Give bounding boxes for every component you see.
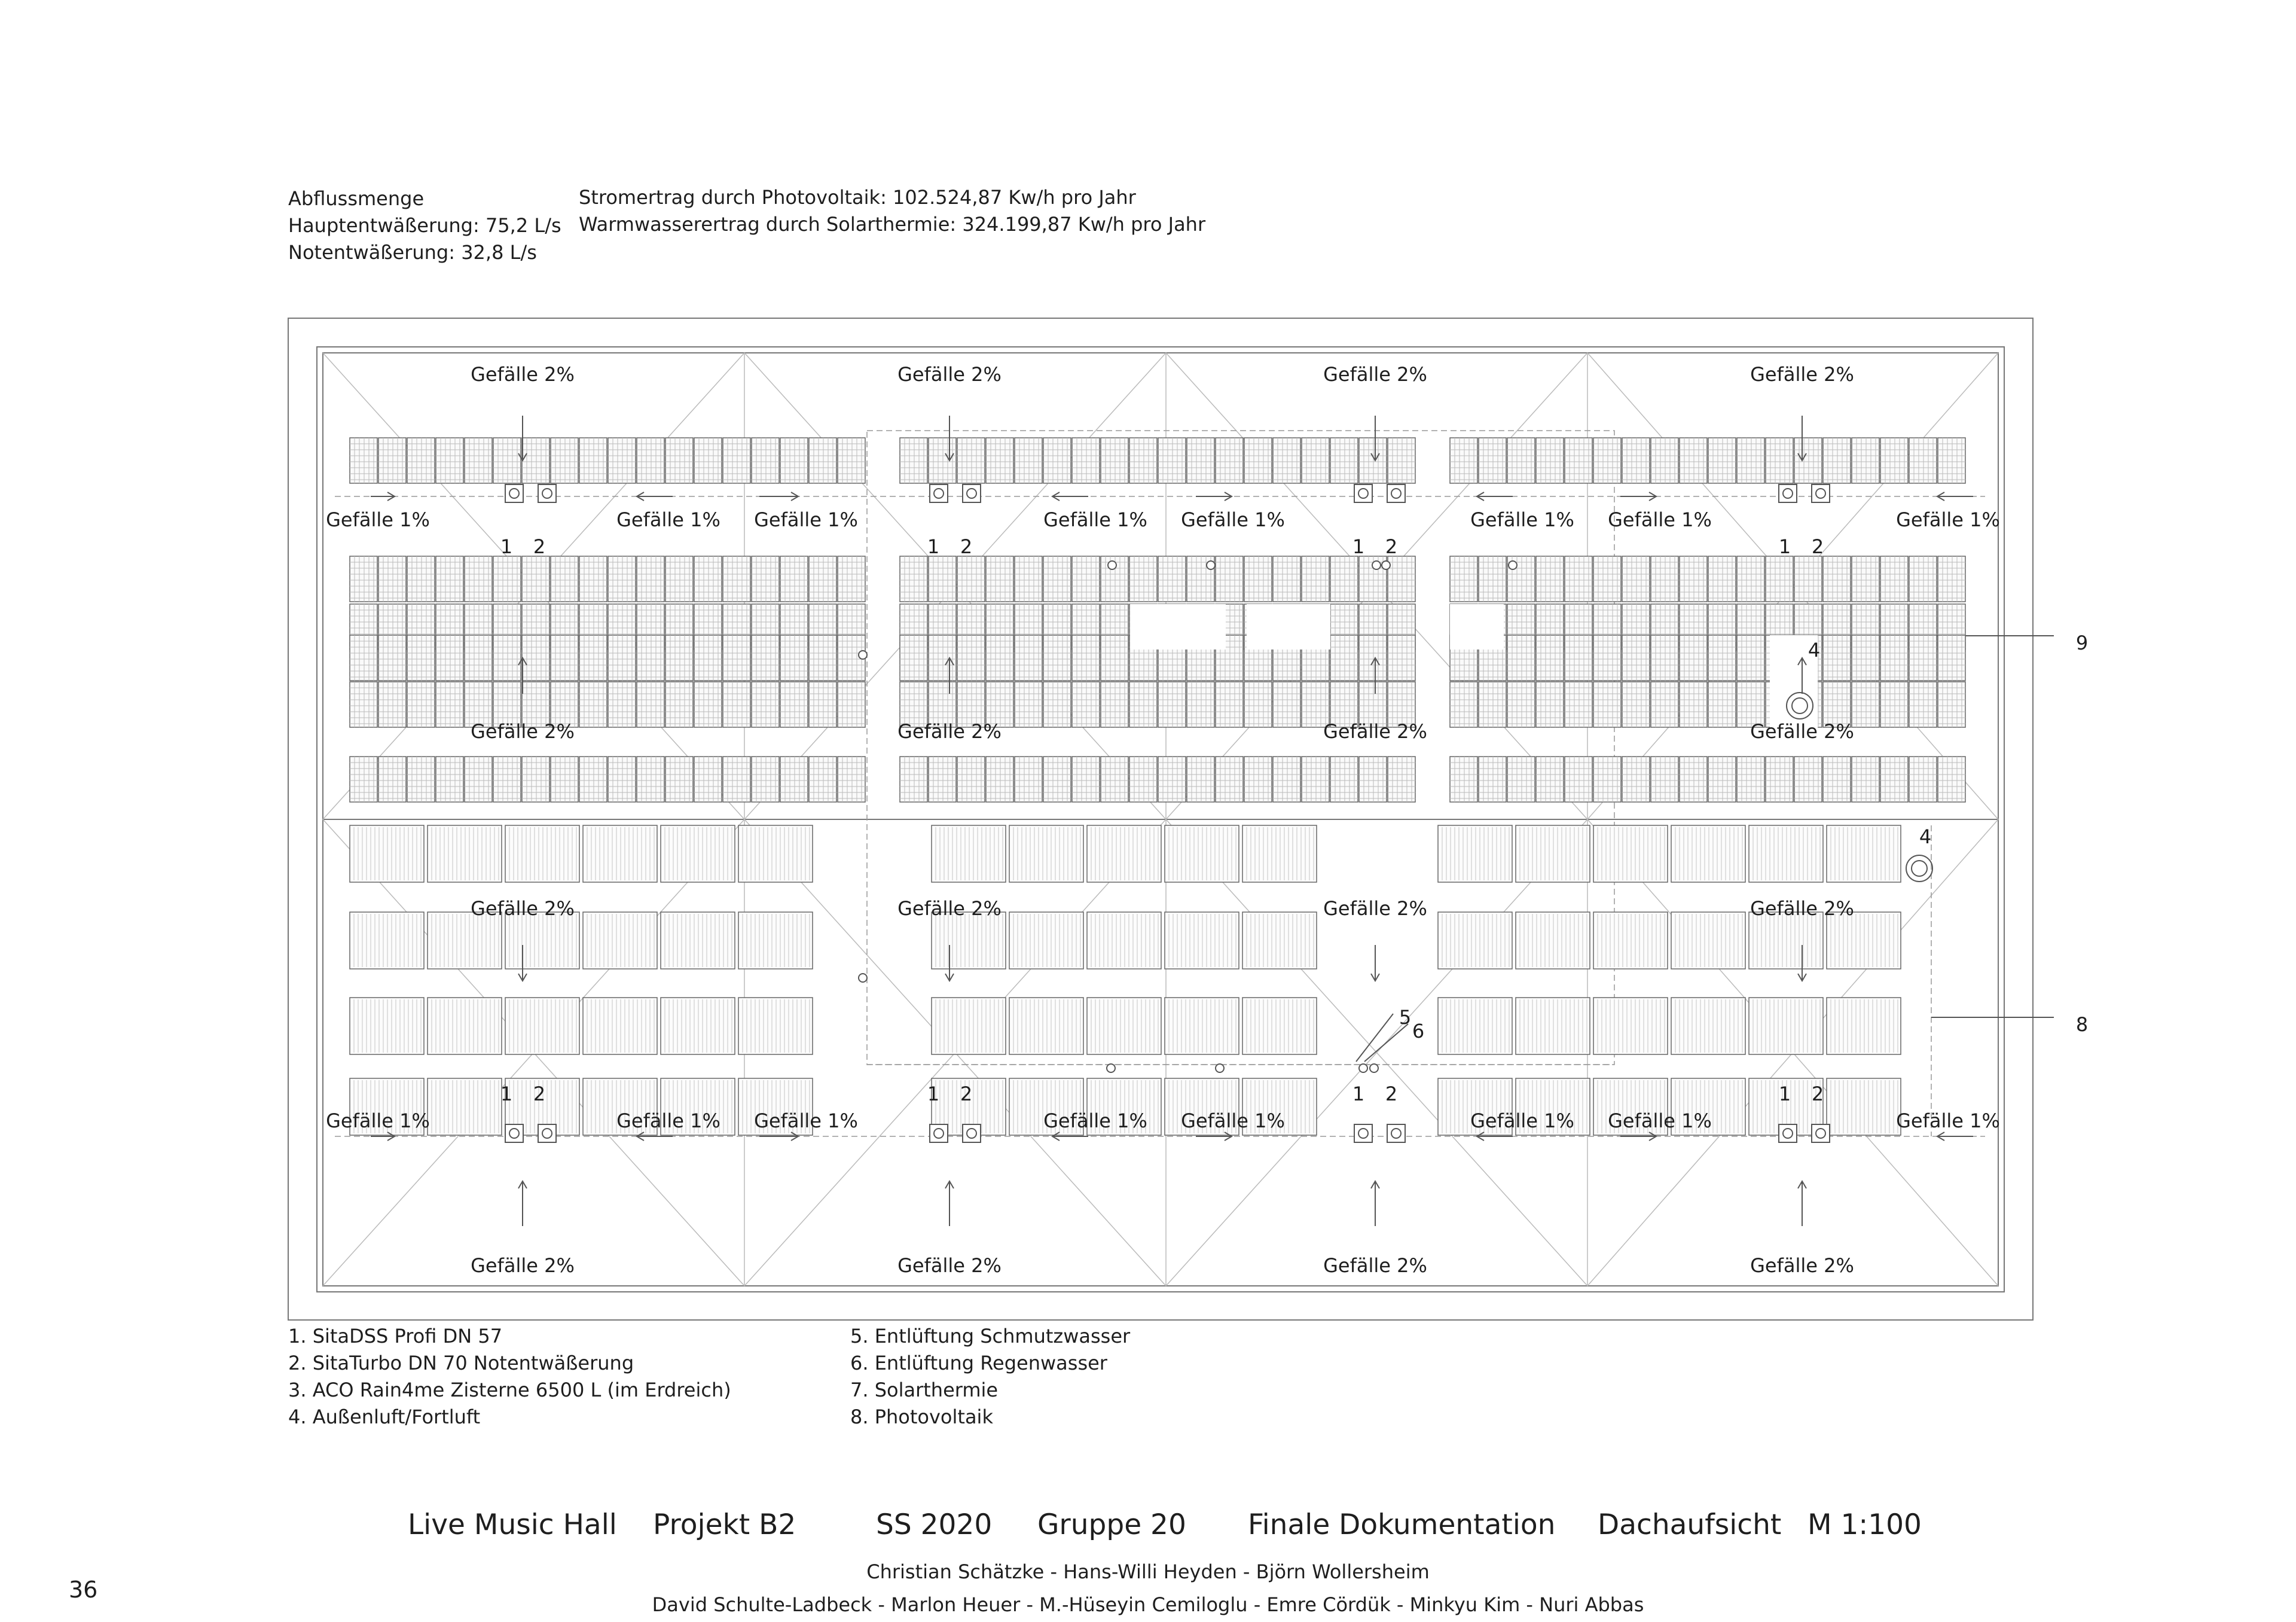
pv-module xyxy=(665,438,693,483)
pv-module xyxy=(350,556,377,602)
pv-module xyxy=(465,757,492,802)
pv-module xyxy=(752,438,779,483)
pv-module xyxy=(780,757,808,802)
pv-module xyxy=(579,635,607,681)
pv-module xyxy=(1072,682,1100,727)
pv-module xyxy=(637,757,664,802)
pv-module xyxy=(1101,438,1128,483)
pv-module xyxy=(900,635,927,681)
pv-module xyxy=(1880,556,1908,602)
pv-module xyxy=(1565,438,1592,483)
pv-module xyxy=(378,757,406,802)
pv-module xyxy=(1450,757,1477,802)
pv-module xyxy=(1880,757,1908,802)
pv-module xyxy=(522,635,549,681)
pv-module xyxy=(1129,682,1157,727)
pv-module xyxy=(1823,757,1851,802)
pv-module xyxy=(1450,556,1477,602)
pv-module xyxy=(957,438,985,483)
pv-module xyxy=(957,556,985,602)
pv-module xyxy=(1622,682,1650,727)
pv-module xyxy=(1651,757,1678,802)
pv-module xyxy=(1593,757,1621,802)
pv-module xyxy=(1388,438,1415,483)
pv-module xyxy=(1680,635,1707,681)
pv-module xyxy=(838,682,865,727)
pv-module xyxy=(809,757,836,802)
pv-module xyxy=(780,556,808,602)
pv-module xyxy=(522,757,549,802)
pv-module xyxy=(1909,682,1937,727)
pv-module xyxy=(1593,635,1621,681)
pv-module xyxy=(1129,438,1157,483)
pv-module xyxy=(723,556,750,602)
pv-module xyxy=(579,438,607,483)
pv-module xyxy=(1651,556,1678,602)
pv-module xyxy=(1072,438,1100,483)
pv-module xyxy=(1479,757,1506,802)
pv-module xyxy=(723,757,750,802)
pv-module xyxy=(608,635,636,681)
pv-module xyxy=(1651,635,1678,681)
pv-module xyxy=(1158,757,1186,802)
pv-module xyxy=(929,556,956,602)
pv-module xyxy=(1479,682,1506,727)
pv-module xyxy=(1536,682,1564,727)
pv-module xyxy=(1244,556,1272,602)
pv-module xyxy=(1273,757,1300,802)
pv-module xyxy=(436,682,463,727)
pv-module xyxy=(1622,757,1650,802)
pv-module xyxy=(665,556,693,602)
pv-module xyxy=(1158,682,1186,727)
pv-module xyxy=(1072,757,1100,802)
pv-module xyxy=(1622,438,1650,483)
pv-module xyxy=(1187,757,1214,802)
pv-module xyxy=(1359,438,1387,483)
pv-module xyxy=(1043,682,1071,727)
pv-module xyxy=(929,438,956,483)
pv-module xyxy=(1302,438,1329,483)
pv-module xyxy=(1880,438,1908,483)
pv-module xyxy=(665,757,693,802)
pv-module xyxy=(1330,635,1358,681)
pv-module xyxy=(522,556,549,602)
pv-module xyxy=(1015,635,1042,681)
pv-module xyxy=(407,682,435,727)
pv-module xyxy=(1507,682,1535,727)
pv-module xyxy=(1388,556,1415,602)
pv-module xyxy=(1794,556,1822,602)
pv-module xyxy=(407,556,435,602)
pv-module xyxy=(1507,635,1535,681)
pv-module xyxy=(752,556,779,602)
pv-module xyxy=(522,438,549,483)
pv-module xyxy=(986,438,1013,483)
pv-module xyxy=(1101,757,1128,802)
pv-module xyxy=(957,757,985,802)
haupt-entwaesserung: Hauptentwäßerung: 75,2 L/s xyxy=(288,214,561,237)
pv-module xyxy=(986,635,1013,681)
pv-module xyxy=(1708,682,1736,727)
pv-module xyxy=(1823,556,1851,602)
pv-module xyxy=(1388,635,1415,681)
pv-module xyxy=(900,757,927,802)
pv-module xyxy=(1216,438,1243,483)
pv-module xyxy=(436,556,463,602)
pv-module xyxy=(1273,438,1300,483)
pv-module xyxy=(838,438,865,483)
pv-module xyxy=(407,438,435,483)
pv-module xyxy=(723,682,750,727)
pv-module xyxy=(1938,438,1965,483)
pv-module xyxy=(809,682,836,727)
pv-module xyxy=(694,635,722,681)
pv-module xyxy=(1244,682,1272,727)
pv-module xyxy=(1880,635,1908,681)
pv-module xyxy=(1823,438,1851,483)
pv-module xyxy=(986,757,1013,802)
pv-module xyxy=(1330,556,1358,602)
pv-module xyxy=(1129,556,1157,602)
pv-module xyxy=(665,682,693,727)
pv-module xyxy=(1852,757,1879,802)
pv-module xyxy=(1330,757,1358,802)
pv-module xyxy=(493,635,521,681)
pv-module xyxy=(900,438,927,483)
pv-module xyxy=(1766,438,1793,483)
pv-module xyxy=(838,757,865,802)
pv-module xyxy=(637,438,664,483)
pv-module xyxy=(1302,757,1329,802)
pv-module xyxy=(350,757,377,802)
pv-module xyxy=(551,438,578,483)
pv-module xyxy=(436,438,463,483)
pv-module xyxy=(1015,438,1042,483)
pv-module xyxy=(1708,635,1736,681)
pv-module xyxy=(1450,438,1477,483)
pv-module xyxy=(1244,438,1272,483)
pv-module xyxy=(1622,556,1650,602)
pv-module xyxy=(780,438,808,483)
pv-module xyxy=(465,635,492,681)
pv-module xyxy=(1043,757,1071,802)
pv-module xyxy=(1479,556,1506,602)
pv-module xyxy=(407,635,435,681)
solar-panels xyxy=(350,438,1965,1135)
pv-module xyxy=(1766,757,1793,802)
pv-module xyxy=(809,438,836,483)
pv-module xyxy=(378,635,406,681)
pv-module xyxy=(1507,438,1535,483)
pv-module xyxy=(1015,682,1042,727)
pv-module xyxy=(1043,635,1071,681)
pv-module xyxy=(723,438,750,483)
pv-module xyxy=(694,757,722,802)
pv-module xyxy=(551,556,578,602)
pv-module xyxy=(1794,757,1822,802)
pv-module xyxy=(608,438,636,483)
pv-module xyxy=(1216,556,1243,602)
pv-module xyxy=(608,682,636,727)
pv-module xyxy=(1359,757,1387,802)
pv-module xyxy=(809,556,836,602)
pv-module xyxy=(1852,682,1879,727)
pv-module xyxy=(1651,438,1678,483)
pv-module xyxy=(838,556,865,602)
pv-module xyxy=(665,635,693,681)
pv-module xyxy=(551,635,578,681)
pv-module xyxy=(350,682,377,727)
pv-module xyxy=(1880,682,1908,727)
pv-module xyxy=(1507,757,1535,802)
pv-module xyxy=(637,556,664,602)
pv-module xyxy=(551,757,578,802)
pv-module xyxy=(723,635,750,681)
pv-module xyxy=(1708,556,1736,602)
pv-module xyxy=(1852,556,1879,602)
pv-module xyxy=(493,757,521,802)
pv-module xyxy=(1015,556,1042,602)
stromertrag: Stromertrag durch Photovoltaik: 102.524,87 Kw/h pro Jahr xyxy=(579,186,1136,209)
pv-module xyxy=(1938,757,1965,802)
pv-module xyxy=(1593,682,1621,727)
pv-module xyxy=(637,682,664,727)
pv-module xyxy=(1043,438,1071,483)
pv-module xyxy=(1909,635,1937,681)
pv-module xyxy=(1737,635,1764,681)
pv-module xyxy=(1536,757,1564,802)
pv-module xyxy=(1158,438,1186,483)
pv-module xyxy=(1852,635,1879,681)
pv-module xyxy=(986,556,1013,602)
pv-module xyxy=(579,556,607,602)
pv-module xyxy=(579,757,607,802)
pv-module xyxy=(694,438,722,483)
pv-module xyxy=(900,556,927,602)
pv-module xyxy=(1737,556,1764,602)
pv-module xyxy=(1593,556,1621,602)
pv-module xyxy=(1593,438,1621,483)
pv-module xyxy=(378,556,406,602)
pv-module xyxy=(1938,635,1965,681)
pv-module xyxy=(694,556,722,602)
pv-module xyxy=(407,757,435,802)
not-entwaesserung: Notentwäßerung: 32,8 L/s xyxy=(288,241,537,264)
pv-module xyxy=(1622,635,1650,681)
pv-module xyxy=(1909,757,1937,802)
pv-module xyxy=(1216,682,1243,727)
pv-module xyxy=(1536,635,1564,681)
pv-module xyxy=(1216,757,1243,802)
pv-module xyxy=(608,556,636,602)
pv-module xyxy=(378,438,406,483)
pv-module xyxy=(436,757,463,802)
pv-module xyxy=(378,682,406,727)
pv-module xyxy=(1823,635,1851,681)
pv-module xyxy=(780,682,808,727)
pv-module xyxy=(1479,438,1506,483)
pv-module xyxy=(579,682,607,727)
pv-module xyxy=(929,757,956,802)
pv-module xyxy=(1565,682,1592,727)
pv-module xyxy=(1565,757,1592,802)
pv-module xyxy=(1852,438,1879,483)
pv-module xyxy=(493,438,521,483)
pv-module xyxy=(1330,438,1358,483)
pv-module xyxy=(637,635,664,681)
pv-module xyxy=(809,635,836,681)
pv-module xyxy=(436,635,463,681)
pv-module xyxy=(1273,682,1300,727)
pv-module xyxy=(694,682,722,727)
pv-module xyxy=(1244,757,1272,802)
pv-module xyxy=(1536,438,1564,483)
pv-module xyxy=(752,682,779,727)
pv-module xyxy=(1536,556,1564,602)
pv-module xyxy=(1651,682,1678,727)
pv-module xyxy=(1909,556,1937,602)
pv-module xyxy=(752,757,779,802)
pv-module xyxy=(929,635,956,681)
pv-module xyxy=(1680,438,1707,483)
pv-module xyxy=(1187,438,1214,483)
pv-module xyxy=(465,438,492,483)
pv-module xyxy=(1359,635,1387,681)
pv-module xyxy=(1766,556,1793,602)
pv-module xyxy=(780,635,808,681)
pv-module xyxy=(1101,682,1128,727)
pv-module xyxy=(1708,757,1736,802)
pv-module xyxy=(1708,438,1736,483)
pv-module xyxy=(1938,682,1965,727)
pv-module xyxy=(1273,556,1300,602)
pv-module xyxy=(1072,556,1100,602)
abfluss-title: Abflussmenge xyxy=(288,187,425,210)
pv-module xyxy=(1680,757,1707,802)
pv-module xyxy=(1737,438,1764,483)
pv-module xyxy=(752,635,779,681)
pv-module xyxy=(350,438,377,483)
pv-module xyxy=(1187,682,1214,727)
pv-module xyxy=(1565,635,1592,681)
warmwasserertrag: Warmwasserertrag durch Solarthermie: 324.199,87 Kw/h pro Jahr xyxy=(579,213,1206,236)
pv-module xyxy=(1158,556,1186,602)
pv-module xyxy=(1450,682,1477,727)
pv-module xyxy=(465,556,492,602)
pv-module xyxy=(608,757,636,802)
pv-module xyxy=(1909,438,1937,483)
pv-module xyxy=(1794,438,1822,483)
pv-module xyxy=(1565,556,1592,602)
pv-module xyxy=(957,635,985,681)
pv-module xyxy=(1302,556,1329,602)
pv-module xyxy=(1680,556,1707,602)
pv-module xyxy=(1680,682,1707,727)
pv-module xyxy=(1072,635,1100,681)
pv-module xyxy=(1737,757,1764,802)
pv-module xyxy=(1101,635,1128,681)
pv-module xyxy=(350,635,377,681)
pv-module xyxy=(1043,556,1071,602)
pv-module xyxy=(1129,757,1157,802)
pv-module xyxy=(1015,757,1042,802)
pv-module xyxy=(1938,556,1965,602)
pv-module xyxy=(1388,757,1415,802)
pv-module xyxy=(493,556,521,602)
